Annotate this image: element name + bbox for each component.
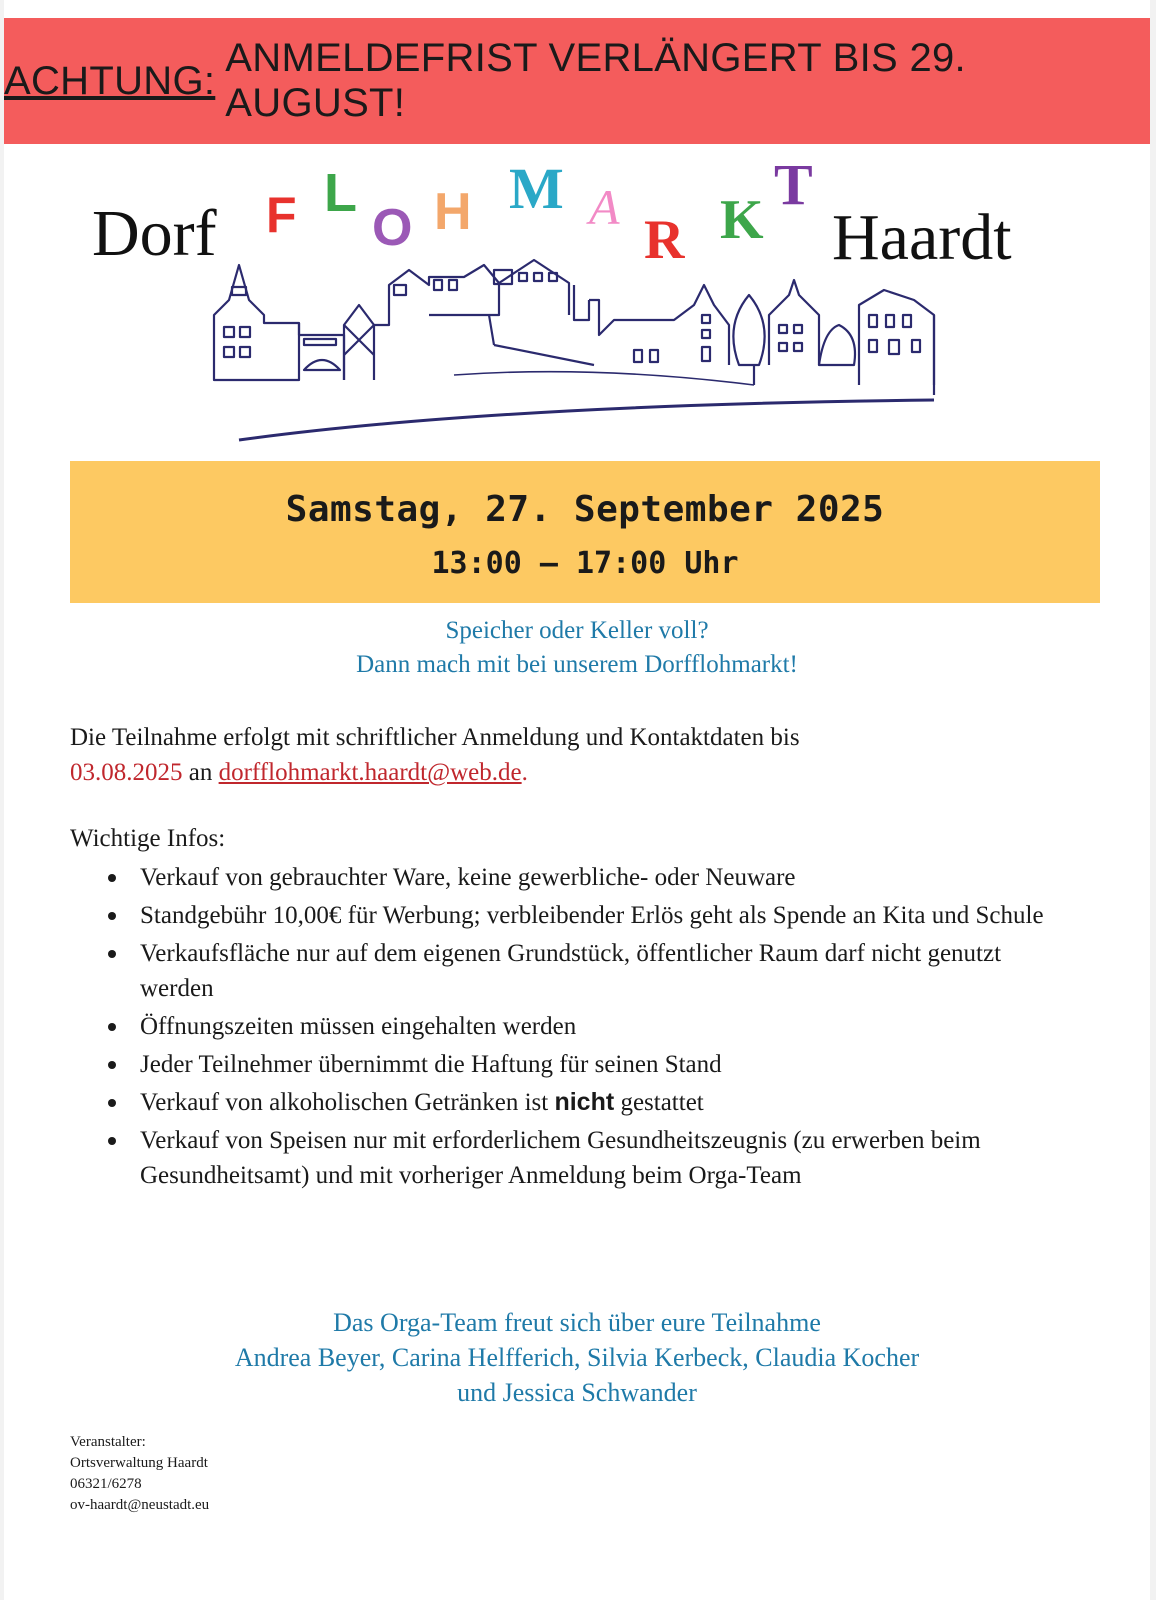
registration-paragraph (70, 720, 1080, 790)
organizer-email[interactable]: ov-haardt@neustadt.eu (70, 1497, 210, 1513)
logo-letter-r: R (644, 209, 685, 271)
logo-letter-t: T (774, 152, 813, 217)
info-text: Verkauf von gebrauchter Ware, keine gewerbliche- oder Neuware (140, 864, 796, 891)
bullet-icon (108, 874, 116, 882)
organizer-name: Ortsverwaltung Haardt (70, 1455, 208, 1471)
team-members-last: und Jessica Schwander (457, 1378, 697, 1407)
logo-word-haardt: Haardt (832, 201, 1012, 274)
info-text-emphasis: nicht (554, 1088, 615, 1116)
registration-connector: an (188, 759, 213, 786)
infos-list (70, 860, 1080, 1196)
bullet-icon (108, 950, 116, 958)
registration-end: . (521, 759, 528, 786)
list-item (70, 1047, 1080, 1082)
orga-team-section (4, 1305, 1150, 1410)
registration-email-link[interactable]: dorfflohmarkt.haardt@web.de (218, 759, 522, 786)
logo-letter-o: O (372, 199, 413, 257)
info-text-pre: Verkauf von alkoholischen Getränken ist (140, 1089, 549, 1116)
logo-letter-f: F (266, 187, 297, 243)
logo-letter-a: A (589, 179, 620, 235)
bullet-icon (108, 1137, 116, 1145)
info-text: Standgebühr 10,00€ für Werbung; verbleibender Erlös geht als Spende an Kita und Schule (140, 902, 1044, 929)
list-item (70, 936, 1080, 1006)
village-skyline-illustration (194, 255, 984, 445)
event-time: 13:00 – 17:00 Uhr (431, 546, 739, 581)
event-date-box (70, 461, 1100, 603)
logo-letter-k: K (720, 189, 764, 251)
organizer-label: Veranstalter: (70, 1434, 146, 1450)
bullet-icon (108, 1023, 116, 1031)
logo-letter-h: H (434, 183, 472, 241)
banner-label: ACHTUNG: (4, 58, 216, 103)
organizer-info (70, 1432, 209, 1516)
banner-text: ANMELDEFRIST VERLÄNGERT BIS 29. AUGUST! (225, 36, 966, 125)
registration-text: Die Teilnahme erfolgt mit schriftlicher Anmeldung und Kontaktdaten bis (70, 724, 800, 751)
flyer-page (4, 0, 1150, 1600)
tagline-line-2: Dann mach mit bei unserem Dorfflohmarkt! (356, 651, 798, 678)
logo-letter-m: M (509, 156, 564, 221)
list-item (70, 898, 1080, 933)
dorfflohmarkt-logo (4, 150, 1150, 450)
info-text: Verkauf von Speisen nur mit erforderlichem Gesundheitszeugnis (zu erwerben beim Gesundheitsamt) und mit vorheriger Anmeldung beim Orga-Team (140, 1127, 981, 1189)
list-item (70, 860, 1080, 895)
team-line-1: Das Orga-Team freut sich über eure Teilnahme (333, 1308, 821, 1337)
logo-letter-l: L (324, 163, 357, 223)
info-text-post: gestattet (620, 1089, 704, 1116)
deadline-banner (4, 18, 1150, 144)
tagline (4, 614, 1150, 682)
list-item (70, 1085, 1080, 1120)
bullet-icon (108, 1099, 116, 1107)
event-date: Samstag, 27. September 2025 (285, 489, 885, 530)
list-item (70, 1009, 1080, 1044)
team-members: Andrea Beyer, Carina Helfferich, Silvia Kerbeck, Claudia Kocher (234, 1343, 920, 1372)
logo-word-dorf: Dorf (92, 197, 217, 270)
info-text: Verkaufsfläche nur auf dem eigenen Grundstück, öffentlicher Raum darf nicht genutzt werden (140, 940, 1002, 1002)
bullet-icon (108, 1061, 116, 1069)
bullet-icon (108, 912, 116, 920)
registration-deadline: 03.08.2025 (70, 759, 183, 786)
list-item (70, 1123, 1080, 1193)
info-text: Jeder Teilnehmer übernimmt die Haftung für seinen Stand (140, 1051, 722, 1078)
infos-title: Wichtige Infos: (70, 825, 226, 852)
tagline-line-1: Speicher oder Keller voll? (445, 617, 709, 644)
info-text: Öffnungszeiten müssen eingehalten werden (140, 1013, 577, 1040)
organizer-phone: 06321/6278 (70, 1476, 142, 1492)
